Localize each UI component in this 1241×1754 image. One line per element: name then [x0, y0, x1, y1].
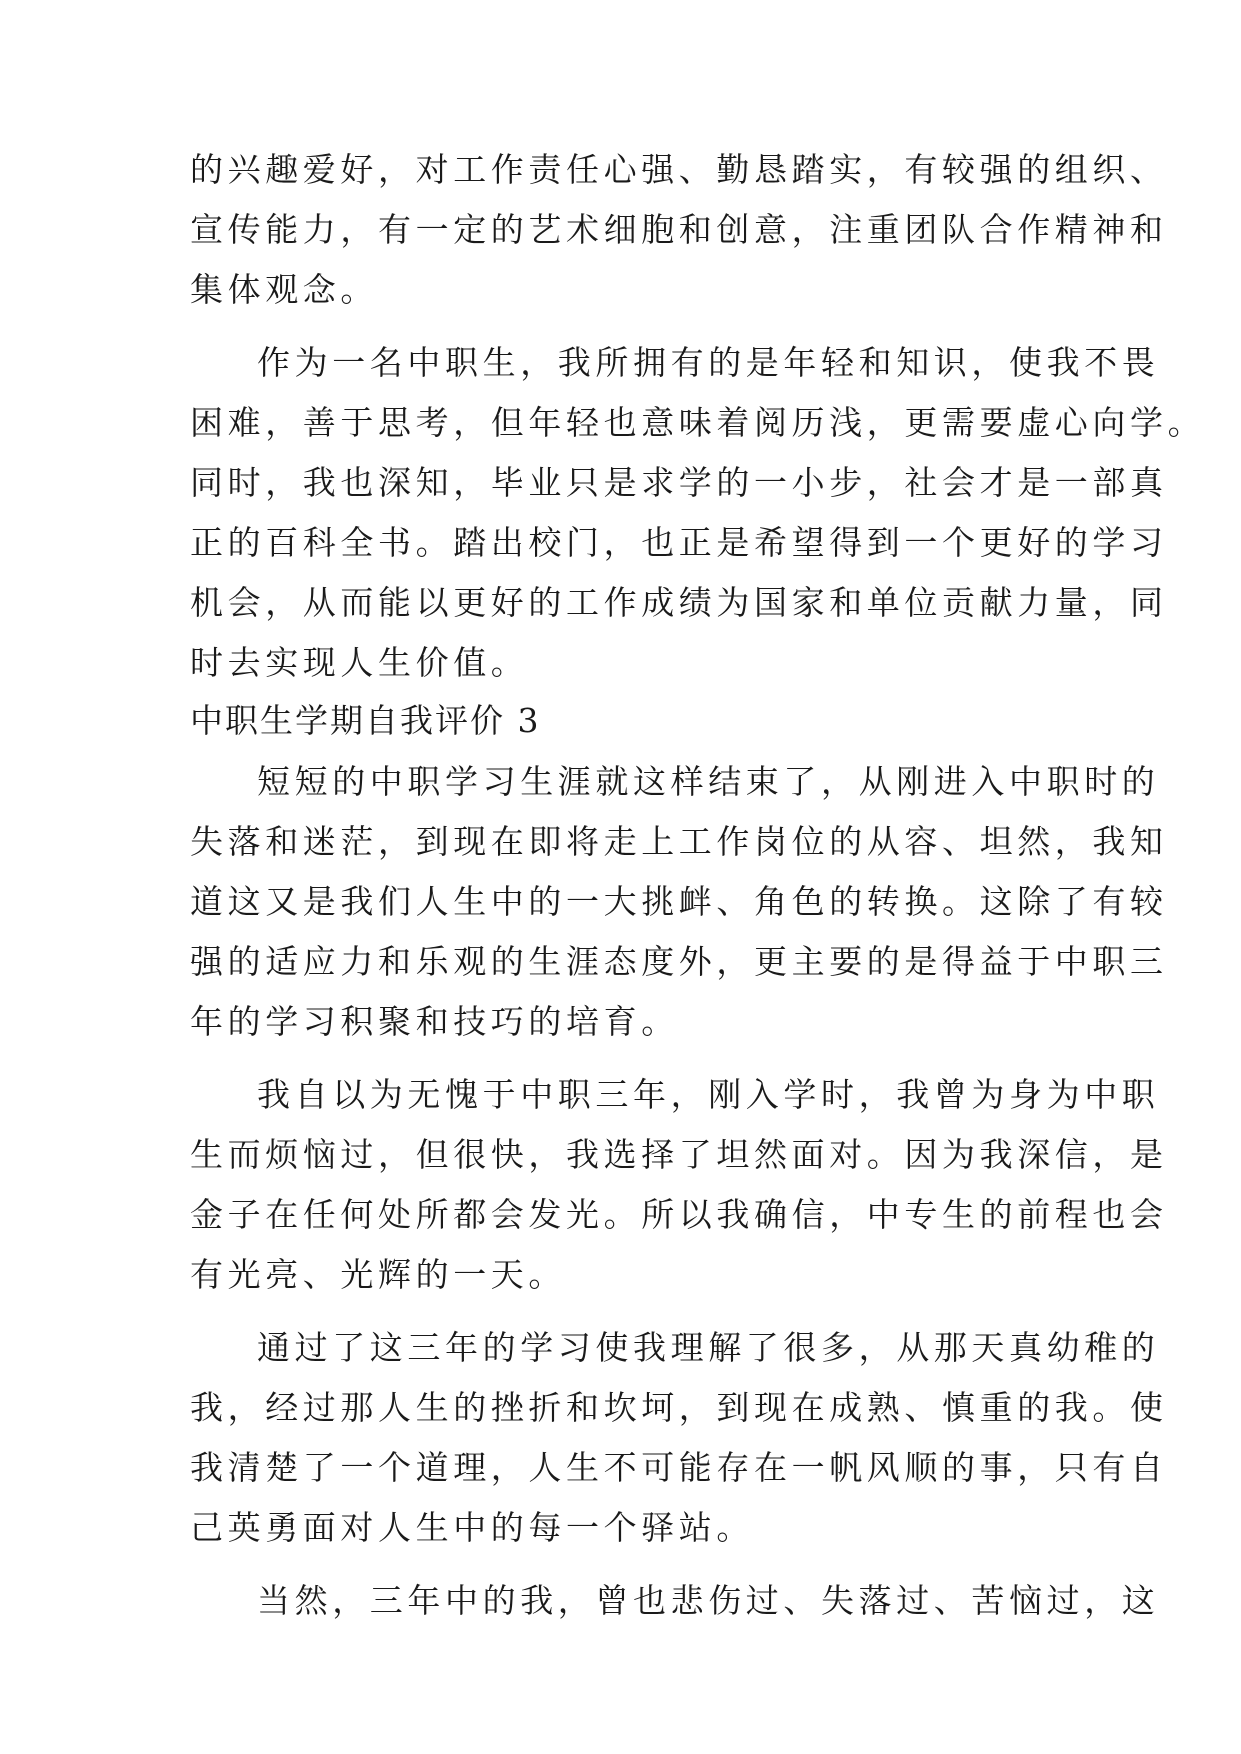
paragraph-first-line: 通过了这三年的学习使我理解了很多，从那天真幼稚的	[257, 1328, 1160, 1367]
text-line: 困难，善于思考，但年轻也意味着阅历浅，更需要虚心向学。	[190, 403, 1206, 442]
text-line: 集体观念。	[190, 270, 378, 309]
text-line: 年的学习积聚和技巧的培育。	[190, 1002, 679, 1041]
text-line: 道这又是我们人生中的一大挑衅、角色的转换。这除了有较	[190, 882, 1168, 921]
text-line: 金子在任何处所都会发光。所以我确信，中专生的前程也会	[190, 1195, 1168, 1234]
text-line: 的兴趣爱好，对工作责任心强、勤恳踏实，有较强的组织、	[190, 150, 1168, 189]
text-line: 正的百科全书。踏出校门，也正是希望得到一个更好的学习	[190, 523, 1168, 562]
text-line: 强的适应力和乐观的生涯态度外，更主要的是得益于中职三	[190, 942, 1168, 981]
section-heading: 中职生学期自我评价 3	[190, 701, 541, 740]
paragraph-first-line: 短短的中职学习生涯就这样结束了，从刚进入中职时的	[257, 762, 1160, 801]
paragraph-first-line: 我自以为无愧于中职三年，刚入学时，我曾为身为中职	[257, 1075, 1160, 1114]
text-line: 宣传能力，有一定的艺术细胞和创意，注重团队合作精神和	[190, 210, 1168, 249]
paragraph-first-line: 作为一名中职生，我所拥有的是年轻和知识，使我不畏	[257, 343, 1160, 382]
text-line: 机会，从而能以更好的工作成绩为国家和单位贡献力量，同	[190, 583, 1168, 622]
text-line: 己英勇面对人生中的每一个驿站。	[190, 1508, 754, 1547]
text-line: 我清楚了一个道理，人生不可能存在一帆风顺的事，只有自	[190, 1448, 1168, 1487]
paragraph-first-line: 当然，三年中的我，曾也悲伤过、失落过、苦恼过，这	[257, 1581, 1160, 1620]
text-line: 生而烦恼过，但很快，我选择了坦然面对。因为我深信，是	[190, 1135, 1168, 1174]
text-line: 有光亮、光辉的一天。	[190, 1255, 566, 1294]
text-line: 时去实现人生价值。	[190, 643, 529, 682]
text-line: 我，经过那人生的挫折和坎坷，到现在成熟、慎重的我。使	[190, 1388, 1168, 1427]
text-line: 同时，我也深知，毕业只是求学的一小步，社会才是一部真	[190, 463, 1168, 502]
text-line: 失落和迷茫，到现在即将走上工作岗位的从容、坦然，我知	[190, 822, 1168, 861]
